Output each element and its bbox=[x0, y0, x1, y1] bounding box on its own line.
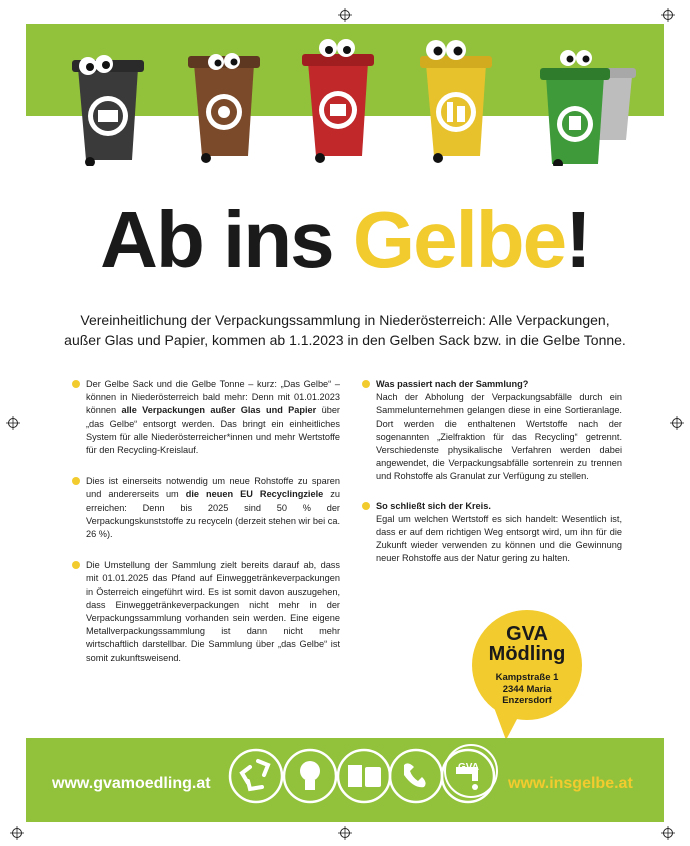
registration-mark-bottom-left bbox=[10, 826, 24, 840]
registration-mark-right bbox=[670, 416, 684, 430]
badge-city-1: 2344 Maria bbox=[502, 683, 552, 695]
left-paragraph-3 bbox=[72, 559, 340, 665]
right-paragraph-1 bbox=[362, 378, 622, 484]
appliances-icon bbox=[390, 750, 442, 802]
badge-name-line-2: Mödling bbox=[488, 643, 566, 665]
right-paragraph-2 bbox=[362, 500, 622, 566]
left-column bbox=[72, 378, 340, 678]
badge-name-line-1: GVA bbox=[506, 623, 548, 645]
registration-mark-left bbox=[6, 416, 20, 430]
registration-mark-top bbox=[338, 8, 352, 22]
badge-city-2: Enzersdorf bbox=[502, 695, 552, 706]
title-part-1: Ab ins bbox=[100, 195, 353, 284]
paragraph-bold: die neuen EU Recyclingziele bbox=[185, 489, 324, 500]
footer-link-gvamoedling[interactable]: www.gvamoedling.at bbox=[52, 775, 211, 792]
bullet-dot-icon bbox=[362, 380, 370, 388]
containers-icon bbox=[338, 750, 390, 802]
lightbulb-icon bbox=[284, 750, 336, 802]
address-badge bbox=[472, 610, 582, 720]
paragraph-text: über „das Gelbe“ entsorgt werden. Das bringt ein einheitliches System für alle Niederösterreicher*innen und mehr Wertstoffe für den Recycling-Kreislauf. bbox=[86, 405, 340, 456]
left-paragraph-2 bbox=[72, 475, 340, 541]
paragraph-text: Der Gelbe Sack und die Gelbe Tonne – kurz: „Das Gelbe“ – können in Niederösterreich bald mehr: Denn mit 01.01.2023 können bbox=[86, 379, 340, 416]
left-paragraph-1 bbox=[72, 378, 340, 457]
gva-map-label: GVA bbox=[458, 762, 479, 773]
recycling-icon bbox=[230, 750, 282, 802]
yellow-bin-icon bbox=[420, 40, 492, 163]
paragraph-text: zu erreichen: Denn bis 2025 sind 50 % der Verpackungskunststoffe zu recyceln (derzeit stehen wir bei ca. 26 %). bbox=[86, 489, 340, 540]
registration-mark-bottom-right bbox=[661, 826, 675, 840]
paragraph-text: Dies ist einerseits notwendig um neue Rohstoffe zu sparen und andererseits um bbox=[86, 476, 340, 500]
bullet-dot-icon bbox=[72, 477, 80, 485]
paragraph-heading: Was passiert nach der Sammlung? bbox=[376, 379, 529, 389]
subtitle-line-2: außer Glas und Papier, kommen ab 1.1.2023 in den Gelben Sack bzw. in die Gelbe Tonne. bbox=[64, 332, 626, 348]
bullet-dot-icon bbox=[72, 380, 80, 388]
subtitle bbox=[60, 310, 630, 350]
footer-link-insgelbe[interactable]: www.insgelbe.at bbox=[508, 775, 633, 792]
page-title bbox=[0, 195, 690, 284]
red-bin-icon bbox=[302, 39, 374, 163]
bullet-dot-icon bbox=[72, 561, 80, 569]
badge-address bbox=[472, 672, 582, 707]
bullet-dot-icon bbox=[362, 502, 370, 510]
title-part-2: ! bbox=[565, 195, 590, 284]
gva-map-icon bbox=[444, 744, 498, 798]
right-column bbox=[362, 378, 622, 579]
badge-street: Kampstraße 1 bbox=[495, 672, 559, 683]
paragraph-text: Die Umstellung der Sammlung zielt bereits darauf ab, dass mit 01.01.2025 das Pfand auf Einweggetränkeverpackungen in Österreich eingeführt wird. Es ist somit davon auszugehen, dass Einweggetränkeverpackungen nicht mehr in der Verpackungssammlung vorhanden sein werden. Eine eigene Metallverpackungssammlung ist dann nicht mehr wirtschaftlich darstellbar. Die Sammlung über „das Gelbe“ ist somit zukunftsweisend. bbox=[86, 560, 340, 663]
paragraph-bold: alle Verpackungen außer Glas und Papier bbox=[121, 405, 317, 416]
waste-bins-illustration bbox=[26, 36, 664, 166]
registration-mark-bottom bbox=[338, 826, 352, 840]
paragraph-text: Nach der Abholung der Verpackungsabfälle durch ein Sammelunternehmen gelangen diese in eine Sortieranlage. Dort werden die enthaltenen Wertstoffe nach der sogenannten „Zielfraktion für das Recycling“ getrennt. Verschiedenste physikalische Verfahren werden dabei angewendet, die Verpackungsabfälle sortenrein zu trennen und Rohstoffe als Granulat zur Verfügung zu stellen. bbox=[376, 392, 622, 482]
paragraph-text: Egal um welchen Wertstoff es sich handelt: Wesentlich ist, dass er auf dem richtigen Weg entsorgt wird, um ihn für die Zukunft wieder verwenden zu können und die Gewinnung neuer Rohstoffe aus der Natur gering zu halten. bbox=[376, 513, 622, 564]
green-bin-icon bbox=[540, 50, 610, 166]
title-highlight: Gelbe bbox=[352, 195, 566, 284]
paragraph-heading: So schließt sich der Kreis. bbox=[376, 500, 491, 511]
brown-bin-icon bbox=[188, 53, 260, 163]
registration-mark-top-right bbox=[661, 8, 675, 22]
black-bin-icon bbox=[72, 55, 144, 166]
subtitle-line-1: Vereinheitlichung der Verpackungssammlung in Niederösterreich: Alle Verpackungen, bbox=[80, 312, 610, 328]
